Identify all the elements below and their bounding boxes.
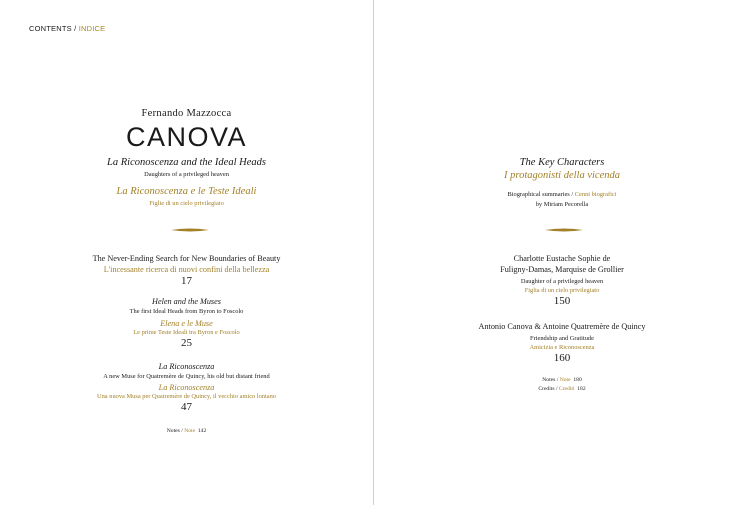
rentry1-line1: Charlotte Eustache Sophie de xyxy=(513,254,611,263)
book-title: CANOVA xyxy=(125,122,248,152)
bio-summaries-line xyxy=(374,191,750,198)
credits-separator: / xyxy=(555,386,558,392)
ornament-divider-right xyxy=(545,227,583,233)
entry3-title-en: La Riconoscenza xyxy=(158,362,215,371)
rentry2-line1: Antonio Canova & Antoine Quatremère de Quincy xyxy=(478,322,646,331)
key-characters-heading-it: I protagonisti della vicenda xyxy=(504,170,620,181)
left-page xyxy=(0,0,373,505)
subtitle-en: La Riconoscenza and the Ideal Heads xyxy=(107,157,266,168)
header-separator: / xyxy=(74,24,77,33)
rnotes-page: 180 xyxy=(573,377,582,383)
notes-page: 142 xyxy=(197,428,207,434)
rnotes-separator: / xyxy=(556,377,559,383)
bio-label-it: Cenni biografici xyxy=(574,191,617,198)
key-characters-heading-en: The Key Characters xyxy=(519,157,605,168)
notes-line-left xyxy=(0,428,373,434)
rentry2-page: 160 xyxy=(553,352,571,364)
notes-line-right xyxy=(374,377,750,383)
rnotes-label-en: Notes xyxy=(542,377,556,383)
rentry1-page: 150 xyxy=(553,295,571,307)
entry3-sub-it: Una nuova Musa per Quatremère de Quincy, il vecchio amico lontano xyxy=(97,393,276,400)
entry2-sub-it: Le prime Teste Ideali tra Byron e Foscolo xyxy=(133,329,240,336)
entry2-title-en: Helen and the Muses xyxy=(152,297,221,306)
entry1-page: 17 xyxy=(181,275,192,287)
entry3-page: 47 xyxy=(181,401,192,413)
credits-label-it: Crediti xyxy=(558,386,575,392)
rentry1-sub-it: Figlia di un cielo privilegiato xyxy=(524,287,600,294)
notes-label-it: Note xyxy=(184,428,196,434)
entry3-title-it: La Riconoscenza xyxy=(158,383,215,392)
entry1-title-en: The Never-Ending Search for New Boundaries of Beauty xyxy=(92,254,281,263)
entry2-page: 25 xyxy=(181,337,192,349)
right-page xyxy=(374,0,750,505)
entry2-title-it: Elena e le Muse xyxy=(160,319,213,328)
notes-label-en: Notes xyxy=(166,428,180,434)
subtitle-it: La Riconoscenza e le Teste Ideali xyxy=(116,186,257,197)
entry2-sub-en: The first Ideal Heads from Byron to Foscolo xyxy=(129,308,244,315)
notes-separator: / xyxy=(181,428,183,434)
author-name: Fernando Mazzocca xyxy=(141,108,232,119)
header-indice: INDICE xyxy=(78,24,106,33)
bio-author: by Miriam Pecorella xyxy=(535,201,589,208)
header-contents: CONTENTS xyxy=(29,24,72,33)
rentry1-sub-en: Daughter of a privileged heaven xyxy=(520,278,604,285)
entry3-sub-en: A new Muse for Quatremère de Quincy, his old but distant friend xyxy=(103,373,270,380)
credits-label-en: Credits xyxy=(538,386,555,392)
credits-page: 182 xyxy=(577,386,586,392)
rentry2-sub-en: Friendship and Gratitude xyxy=(530,335,594,342)
subtitle2-en: Daughters of a privileged heaven xyxy=(144,171,229,178)
credits-line xyxy=(374,386,750,392)
bio-separator: / xyxy=(571,191,574,198)
subtitle2-it: Figlie di un cielo privilegiato xyxy=(149,200,224,207)
ornament-divider-left xyxy=(171,227,209,233)
rentry1-line2: Fuligny-Damas, Marquise de Grollier xyxy=(500,265,624,274)
rentry2-sub-it: Amicizia e Riconoscenza xyxy=(529,344,595,351)
bio-label-en: Biographical summaries xyxy=(507,191,570,198)
rnotes-label-it: Note xyxy=(559,377,571,383)
entry1-title-it: L'incessante ricerca di nuovi confini della bellezza xyxy=(103,265,270,274)
